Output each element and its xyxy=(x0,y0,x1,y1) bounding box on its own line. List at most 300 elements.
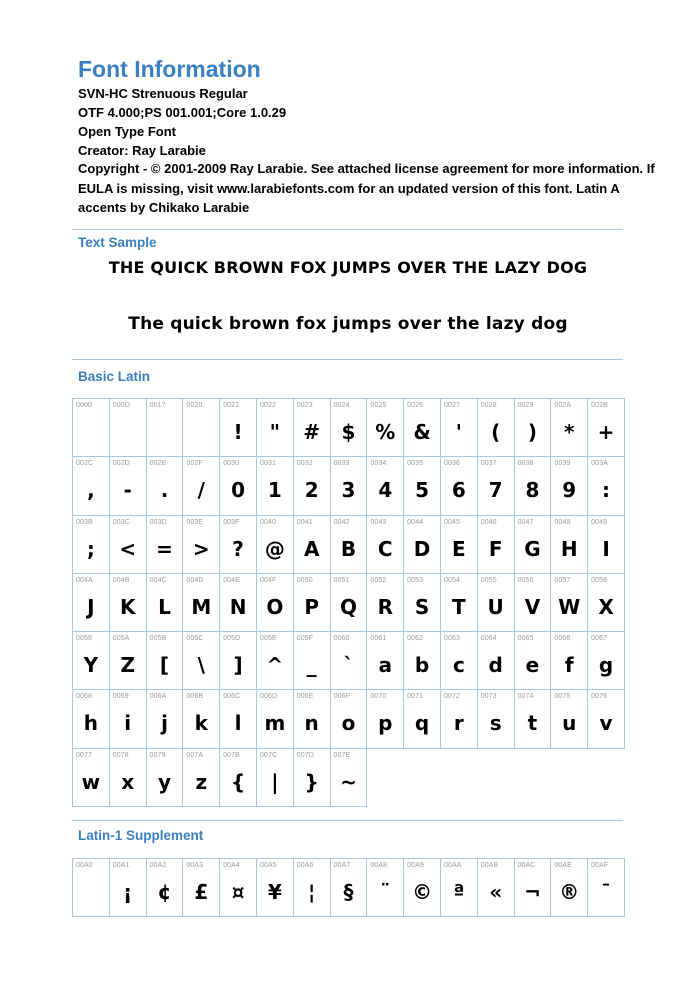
glyph-code: 002E xyxy=(149,460,167,468)
glyph-sample: l xyxy=(234,711,242,736)
glyph-code: 0054 xyxy=(443,576,460,584)
glyph-code: 00A0 xyxy=(76,862,93,869)
glyph-code: 0051 xyxy=(333,576,350,584)
glyph-cell xyxy=(294,574,331,632)
glyph-code: 005E xyxy=(259,635,277,643)
glyph-code: 0029 xyxy=(517,402,534,409)
glyph-cell xyxy=(183,516,220,574)
glyph-code: 005C xyxy=(186,635,204,643)
glyph-cell xyxy=(588,457,625,515)
glyph-cell xyxy=(331,690,368,748)
glyph-code: 00AE xyxy=(554,862,572,869)
glyph-sample: D xyxy=(413,536,431,561)
glyph-code: 0038 xyxy=(517,460,534,468)
glyph-sample: ~ xyxy=(340,769,357,794)
glyph-cell xyxy=(331,516,368,574)
glyph-sample: P xyxy=(304,594,320,619)
glyph-code: 0072 xyxy=(443,693,460,701)
glyph-cell xyxy=(183,457,220,515)
glyph-code: 0076 xyxy=(591,693,608,701)
glyph-code: 0065 xyxy=(517,635,534,643)
glyph-sample: 5 xyxy=(415,478,430,503)
glyph-code: 0068 xyxy=(76,693,92,701)
glyph-sample: 9 xyxy=(562,478,577,503)
glyph-sample: g xyxy=(598,653,614,678)
glyph-sample: ^ xyxy=(266,653,284,678)
glyph-sample: A xyxy=(303,536,320,561)
glyph-sample: / xyxy=(197,478,205,503)
glyph-code: 0034 xyxy=(370,460,387,468)
glyph-cell xyxy=(331,632,368,690)
glyph-sample: W xyxy=(558,594,581,619)
glyph-sample: T xyxy=(452,594,466,619)
glyph-code: 004E xyxy=(223,576,240,584)
glyph-cell xyxy=(588,859,625,917)
glyph-code: 0059 xyxy=(76,635,92,643)
glyph-code: 002F xyxy=(186,460,203,468)
glyph-cell xyxy=(110,632,147,690)
glyph-sample: Q xyxy=(339,594,357,619)
glyph-cell xyxy=(147,749,184,807)
glyph-cell xyxy=(588,632,625,690)
glyph-sample: K xyxy=(119,594,136,619)
glyph-code: 007C xyxy=(259,751,278,759)
glyph-cell xyxy=(257,574,294,632)
glyph-sample: o xyxy=(341,711,356,736)
glyph-sample: n xyxy=(304,711,319,736)
glyph-cell xyxy=(515,859,552,917)
glyph-sample: U xyxy=(487,594,504,619)
glyph-sample: V xyxy=(524,594,541,619)
glyph-code: 0062 xyxy=(407,635,424,643)
glyph-code: 004A xyxy=(76,576,93,584)
glyph-sample: # xyxy=(303,420,321,444)
glyph-sample: m xyxy=(264,711,286,736)
glyph-cell xyxy=(404,574,441,632)
glyph-sample: ] xyxy=(233,653,243,678)
glyph-cell xyxy=(478,632,515,690)
glyph-cell xyxy=(478,516,515,574)
glyph-sample: ) xyxy=(527,420,538,444)
glyph-cell xyxy=(515,574,552,632)
glyph-code: 0064 xyxy=(480,635,497,643)
glyph-code: 00AB xyxy=(480,862,499,869)
glyph-sample: ¥ xyxy=(267,880,282,904)
glyph-sample: § xyxy=(343,880,354,904)
glyph-cell xyxy=(404,632,441,690)
glyph-sample: * xyxy=(564,420,575,444)
glyph-cell xyxy=(588,399,625,457)
glyph-code: 002D xyxy=(112,460,130,468)
glyph-code: 00AF xyxy=(591,862,609,869)
glyph-code: 006B xyxy=(186,693,204,701)
glyph-cell xyxy=(478,859,515,917)
glyph-sample: £ xyxy=(194,880,209,904)
glyph-sample: 6 xyxy=(451,478,466,503)
glyph-sample: I xyxy=(602,536,610,561)
glyph-code: 0020 xyxy=(186,402,203,409)
glyph-cell xyxy=(478,574,515,632)
basic-latin-grid xyxy=(72,398,625,807)
glyph-cell xyxy=(441,516,478,574)
glyph-cell xyxy=(220,632,257,690)
glyph-sample: ? xyxy=(232,536,244,561)
glyph-code: 0055 xyxy=(480,576,497,584)
glyph-cell xyxy=(515,632,552,690)
divider xyxy=(72,359,623,360)
glyph-code: 0063 xyxy=(443,635,460,643)
glyph-cell xyxy=(110,749,147,807)
glyph-cell xyxy=(478,399,515,457)
glyph-cell xyxy=(441,690,478,748)
glyph-code: 003D xyxy=(149,518,167,526)
glyph-code: 005F xyxy=(296,635,314,643)
glyph-sample: x xyxy=(121,769,135,794)
glyph-cell xyxy=(551,574,588,632)
glyph-sample: y xyxy=(157,769,172,794)
glyph-cell xyxy=(220,690,257,748)
glyph-cell xyxy=(147,859,184,917)
glyph-sample: h xyxy=(83,711,99,736)
glyph-cell xyxy=(404,399,441,457)
glyph-cell xyxy=(73,399,110,457)
glyph-sample: . xyxy=(160,478,169,503)
glyph-code: 0066 xyxy=(554,635,571,643)
glyph-cell xyxy=(183,690,220,748)
glyph-sample: , xyxy=(87,478,95,503)
glyph-sample: r xyxy=(453,711,464,736)
glyph-cell xyxy=(367,690,404,748)
glyph-cell xyxy=(294,749,331,807)
glyph-sample: z xyxy=(195,769,208,794)
glyph-sample: 3 xyxy=(341,478,356,503)
glyph-code: 000D xyxy=(112,402,130,409)
glyph-cell xyxy=(147,399,184,457)
glyph-sample: s xyxy=(489,711,502,736)
glyph-code: 0060 xyxy=(333,635,350,643)
glyph-cell xyxy=(220,399,257,457)
glyph-sample: d xyxy=(488,653,503,678)
glyph-sample: Y xyxy=(83,653,99,678)
glyph-code: 00A4 xyxy=(223,862,240,869)
glyph-cell xyxy=(478,457,515,515)
glyph-sample: b xyxy=(414,653,430,678)
glyph-cell xyxy=(294,632,331,690)
glyph-sample: « xyxy=(489,880,503,904)
glyph-cell xyxy=(110,399,147,457)
glyph-sample: ¯ xyxy=(601,880,612,904)
glyph-sample: k xyxy=(194,711,208,736)
glyph-cell xyxy=(73,632,110,690)
glyph-code: 0032 xyxy=(296,460,313,468)
glyph-cell xyxy=(294,859,331,917)
glyph-cell xyxy=(367,574,404,632)
glyph-code: 0046 xyxy=(480,518,497,526)
sample-mixedcase: The quick brown fox jumps over the lazy dog xyxy=(128,314,568,334)
glyph-sample: S xyxy=(414,594,430,619)
glyph-cell xyxy=(478,690,515,748)
glyph-cell xyxy=(110,859,147,917)
glyph-sample: $ xyxy=(341,420,356,444)
glyph-code: 0079 xyxy=(149,751,166,759)
page-title: Font Information xyxy=(78,56,261,82)
glyph-code: 0053 xyxy=(407,576,424,584)
glyph-code: 0050 xyxy=(296,576,313,584)
glyph-sample: 0 xyxy=(231,478,246,503)
glyph-sample: H xyxy=(560,536,578,561)
glyph-cell xyxy=(110,690,147,748)
glyph-code: 006A xyxy=(149,693,167,701)
glyph-cell xyxy=(183,859,220,917)
glyph-sample: F xyxy=(488,536,503,561)
glyph-code: 0052 xyxy=(370,576,387,584)
glyph-code: 0077 xyxy=(76,751,92,759)
glyph-code: 0071 xyxy=(407,693,424,701)
glyph-cell xyxy=(515,399,552,457)
glyph-code: 0030 xyxy=(223,460,240,468)
glyph-cell xyxy=(367,859,404,917)
glyph-code: 004B xyxy=(112,576,130,584)
glyph-sample: f xyxy=(564,653,574,678)
glyph-code: 0033 xyxy=(333,460,350,468)
glyph-code: 0074 xyxy=(517,693,534,701)
glyph-code: 00A2 xyxy=(149,862,167,869)
glyph-cell xyxy=(515,690,552,748)
glyph-sample: R xyxy=(377,594,393,619)
glyph-code: 0069 xyxy=(112,693,129,701)
glyph-cell xyxy=(147,516,184,574)
glyph-cell xyxy=(404,457,441,515)
glyph-code: 005B xyxy=(149,635,167,643)
glyph-sample: ¢ xyxy=(157,880,172,904)
glyph-cell xyxy=(331,859,368,917)
glyph-cell xyxy=(257,749,294,807)
glyph-cell xyxy=(220,457,257,515)
glyph-cell xyxy=(110,457,147,515)
glyph-sample: - xyxy=(123,478,132,503)
glyph-sample: > xyxy=(192,536,210,561)
glyph-code: 00A1 xyxy=(112,862,130,869)
glyph-code: 003E xyxy=(186,518,204,526)
glyph-code: 003C xyxy=(112,518,130,526)
glyph-code: 0039 xyxy=(554,460,571,468)
glyph-cell xyxy=(257,457,294,515)
glyph-cell xyxy=(551,632,588,690)
glyph-sample: v xyxy=(599,711,613,736)
glyph-cell xyxy=(367,457,404,515)
glyph-sample: w xyxy=(81,769,101,794)
glyph-cell xyxy=(331,399,368,457)
glyph-code: 0057 xyxy=(554,576,571,584)
divider xyxy=(72,820,623,821)
glyph-sample: C xyxy=(377,536,393,561)
glyph-sample: < xyxy=(119,536,137,561)
glyph-sample: ; xyxy=(86,536,95,561)
glyph-code: 0041 xyxy=(296,518,313,526)
latin1-heading: Latin-1 Supplement xyxy=(78,828,204,843)
glyph-cell xyxy=(367,516,404,574)
glyph-cell xyxy=(294,399,331,457)
glyph-cell xyxy=(73,859,110,917)
glyph-sample: [ xyxy=(159,653,170,678)
glyph-sample: e xyxy=(525,653,540,678)
glyph-code: 0023 xyxy=(296,402,313,409)
glyph-sample: u xyxy=(562,711,577,736)
glyph-code: 002A xyxy=(554,402,572,409)
glyph-sample: J xyxy=(87,594,95,619)
divider xyxy=(72,229,623,230)
glyph-code: 0037 xyxy=(480,460,497,468)
glyph-cell xyxy=(147,632,184,690)
glyph-cell xyxy=(551,859,588,917)
glyph-cell xyxy=(367,632,404,690)
glyph-sample: a xyxy=(378,653,393,678)
glyph-code: 0073 xyxy=(480,693,497,701)
glyph-sample: O xyxy=(266,594,284,619)
glyph-sample: N xyxy=(229,594,247,619)
glyph-code: 0024 xyxy=(333,402,350,409)
glyph-code: 0047 xyxy=(517,518,534,526)
glyph-code: 0021 xyxy=(223,402,240,409)
glyph-cell xyxy=(147,690,184,748)
glyph-sample: j xyxy=(161,711,168,736)
glyph-sample: G xyxy=(524,536,541,561)
glyph-code: 0026 xyxy=(407,402,424,409)
glyph-sample: @ xyxy=(264,536,285,561)
glyph-sample: X xyxy=(598,594,614,619)
glyph-sample: " xyxy=(269,420,281,444)
glyph-cell xyxy=(404,516,441,574)
glyph-sample: ¡ xyxy=(123,880,133,904)
glyph-sample: B xyxy=(340,536,357,561)
glyph-code: 00A9 xyxy=(407,862,424,869)
glyph-sample: t xyxy=(527,711,538,736)
glyph-sample: p xyxy=(378,711,393,736)
glyph-code: 0049 xyxy=(591,518,608,526)
glyph-code: 007D xyxy=(296,751,314,759)
glyph-sample: © xyxy=(412,880,433,904)
glyph-code: 003A xyxy=(591,460,608,468)
glyph-cell xyxy=(220,516,257,574)
basic-latin-heading: Basic Latin xyxy=(78,369,151,384)
glyph-sample: c xyxy=(452,653,465,678)
glyph-cell xyxy=(331,574,368,632)
glyph-cell xyxy=(257,690,294,748)
glyph-code: 007B xyxy=(223,751,240,759)
glyph-cell xyxy=(404,690,441,748)
glyph-code: 002C xyxy=(76,460,94,468)
glyph-cell xyxy=(73,457,110,515)
glyph-code: 002B xyxy=(591,402,608,409)
glyph-cell xyxy=(331,457,368,515)
glyph-code: 0042 xyxy=(333,518,350,526)
glyph-sample: 8 xyxy=(525,478,540,503)
glyph-sample: ¦ xyxy=(308,880,316,904)
glyph-cell xyxy=(183,632,220,690)
glyph-code: 0035 xyxy=(407,460,424,468)
glyph-cell xyxy=(257,399,294,457)
glyph-sample: ª xyxy=(453,880,465,904)
glyph-sample: + xyxy=(597,420,615,444)
glyph-code: 007A xyxy=(186,751,204,759)
glyph-sample: = xyxy=(156,536,173,561)
glyph-sample: ¬ xyxy=(524,880,541,904)
glyph-cell xyxy=(257,516,294,574)
glyph-cell xyxy=(441,859,478,917)
glyph-cell xyxy=(294,690,331,748)
glyph-code: 0061 xyxy=(370,635,387,643)
text-sample-heading: Text Sample xyxy=(78,235,157,250)
glyph-code: 004C xyxy=(149,576,167,584)
glyph-code: 0058 xyxy=(591,576,608,584)
font-version: OTF 4.000;PS 001.001;Core 1.0.29 xyxy=(78,105,287,120)
glyph-code: 0031 xyxy=(259,460,276,468)
glyph-cell xyxy=(515,516,552,574)
glyph-code: 0028 xyxy=(480,402,497,409)
glyph-sample: E xyxy=(452,536,466,561)
glyph-code: 006F xyxy=(333,693,350,701)
glyph-cell xyxy=(441,399,478,457)
glyph-sample: ( xyxy=(491,420,501,444)
glyph-cell xyxy=(183,574,220,632)
glyph-cell xyxy=(257,859,294,917)
glyph-code: 0075 xyxy=(554,693,571,701)
glyph-cell xyxy=(404,859,441,917)
glyph-sample: 2 xyxy=(304,478,319,503)
glyph-code: 006D xyxy=(259,693,278,701)
glyph-sample: { xyxy=(230,769,246,794)
glyph-code: 006E xyxy=(296,693,314,701)
glyph-cell xyxy=(220,859,257,917)
glyph-code: 006C xyxy=(223,693,241,701)
glyph-code: 0067 xyxy=(591,635,608,643)
glyph-cell xyxy=(73,690,110,748)
glyph-sample: ¨ xyxy=(380,880,391,904)
glyph-sample: Z xyxy=(120,653,135,678)
glyph-code: 00AC xyxy=(517,862,536,869)
glyph-cell xyxy=(515,457,552,515)
glyph-sample: ! xyxy=(233,420,243,444)
glyph-code: 0056 xyxy=(517,576,534,584)
glyph-cell xyxy=(551,690,588,748)
glyph-cell xyxy=(73,574,110,632)
glyph-code: 0027 xyxy=(443,402,460,409)
glyph-cell xyxy=(588,516,625,574)
glyph-code: 005A xyxy=(112,635,130,643)
glyph-cell xyxy=(551,457,588,515)
glyph-sample: i xyxy=(124,711,132,736)
glyph-code: 003F xyxy=(223,518,240,526)
glyph-sample: & xyxy=(413,420,431,444)
glyph-code: 00A5 xyxy=(259,862,277,869)
glyph-code: 0040 xyxy=(259,518,276,526)
font-name: SVN-HC Strenuous Regular xyxy=(78,86,248,101)
glyph-code: 00A7 xyxy=(333,862,351,869)
glyph-sample: ' xyxy=(455,420,462,444)
glyph-cell xyxy=(331,749,368,807)
sample-uppercase: THE QUICK BROWN FOX JUMPS OVER THE LAZY DOG xyxy=(108,258,588,277)
font-creator: Creator: Ray Larabie xyxy=(78,143,206,158)
glyph-code: 00A3 xyxy=(186,862,204,869)
glyph-code: 0044 xyxy=(407,518,424,526)
glyph-cell xyxy=(551,399,588,457)
glyph-code: 0025 xyxy=(370,402,387,409)
glyph-sample: \ xyxy=(197,653,205,678)
glyph-code: 00A6 xyxy=(296,862,314,869)
glyph-code: 0078 xyxy=(112,751,129,759)
glyph-code: 0022 xyxy=(259,402,276,409)
glyph-sample: 1 xyxy=(267,478,282,503)
